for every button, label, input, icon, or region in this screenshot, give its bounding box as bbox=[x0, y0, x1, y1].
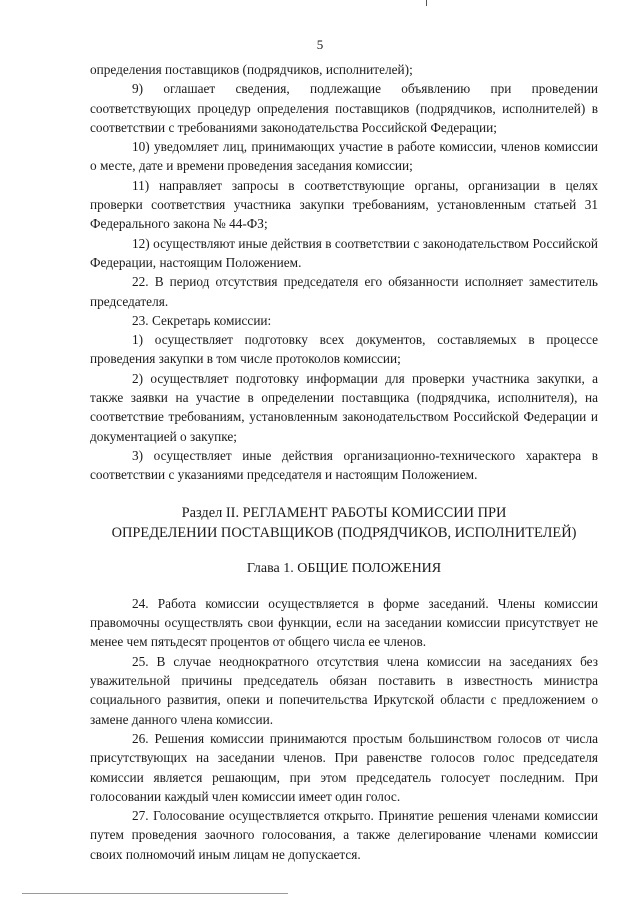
section-heading bbox=[90, 503, 598, 543]
paragraph-23-item-3: 3) осуществляет иные действия организационно-технического характера в соответствии с указаниями председателя и настоящим Положением. bbox=[90, 447, 598, 483]
section-heading-line-1: Раздел II. РЕГЛАМЕНТ РАБОТЫ КОМИССИИ ПРИ bbox=[181, 504, 507, 521]
paragraph-25: 25. В случае неоднократного отсутствия члена комиссии на заседаниях без уважительной причины председатель обязан поставить в известность министра социального развития, опеки и попечительства Иркутской области с предложением о замене данного члена комиссии. bbox=[90, 653, 598, 727]
paragraph-23-item-1: 1) осуществляет подготовку всех документов, составляемых в процессе проведения закупки в том числе протоколов комиссии; bbox=[90, 332, 598, 367]
paragraph-23: 23. Секретарь комиссии: bbox=[132, 312, 272, 328]
paragraph-27: 27. Голосование осуществляется открыто. Принятие решения членами комиссии путем проведения заочного голосования, а также делегирование членами комиссии своих полномочий иным лицам не допускается. bbox=[90, 808, 598, 862]
paragraph-item-9: 9) оглашает сведения, подлежащие объявлению при проведении соответствующих процедур определения поставщиков (подрядчиков, исполнителей) в соответствии с требованиями законодательства Российской Федерации; bbox=[90, 81, 598, 135]
paragraph-item-10: 10) уведомляет лиц, принимающих участие в работе комиссии, членов комиссии о месте, дате и времени проведения заседания комиссии; bbox=[90, 139, 598, 174]
paragraph-item-12: 12) осуществляют иные действия в соответствии с законодательством Российской Федерации, настоящим Положением. bbox=[90, 235, 598, 270]
section-heading-line-2: ОПРЕДЕЛЕНИИ ПОСТАВЩИКОВ (ПОДРЯДЧИКОВ, ИСПОЛНИТЕЛЕЙ) bbox=[111, 524, 577, 541]
paragraph-23-item-2: 2) осуществляет подготовку информации для проверки участника закупки, а также заявки на участие в определении поставщика (подрядчика, исполнителя), на соответствие требованиям, установленным законодательством Российской Федерации и документацией о закупке; bbox=[90, 370, 598, 444]
scan-mark bbox=[426, 0, 427, 6]
page-number: 5 bbox=[316, 37, 324, 52]
paragraph-26: 26. Решения комиссии принимаются простым большинством голосов от числа присутствующих на заседании членов. При равенстве голосов голос председателя комиссии является решающим, при этом председатель голосует последним. При голосовании каждый член комиссии имеет один голос. bbox=[90, 730, 598, 804]
document-body bbox=[90, 60, 598, 864]
footer-rule bbox=[22, 893, 288, 894]
chapter-heading: Глава 1. ОБЩИЕ ПОЛОЖЕНИЯ bbox=[246, 560, 442, 576]
paragraph-continuation: определения поставщиков (подрядчиков, исполнителей); bbox=[90, 62, 413, 77]
paragraph-24: 24. Работа комиссии осуществляется в форме заседаний. Члены комиссии правомочны осуществлять свои функции, если на заседании комиссии присутствует не менее чем пятьдесят процентов от общего числа ее членов. bbox=[90, 595, 598, 650]
paragraph-22: 22. В период отсутствия председателя его обязанности исполняет заместитель председателя. bbox=[90, 274, 598, 309]
paragraph-item-11: 11) направляет запросы в соответствующие органы, организации в целях проверки соответствия участника закупки требованиям, установленным статьей 31 Федерального закона № 44-ФЗ; bbox=[90, 177, 598, 232]
